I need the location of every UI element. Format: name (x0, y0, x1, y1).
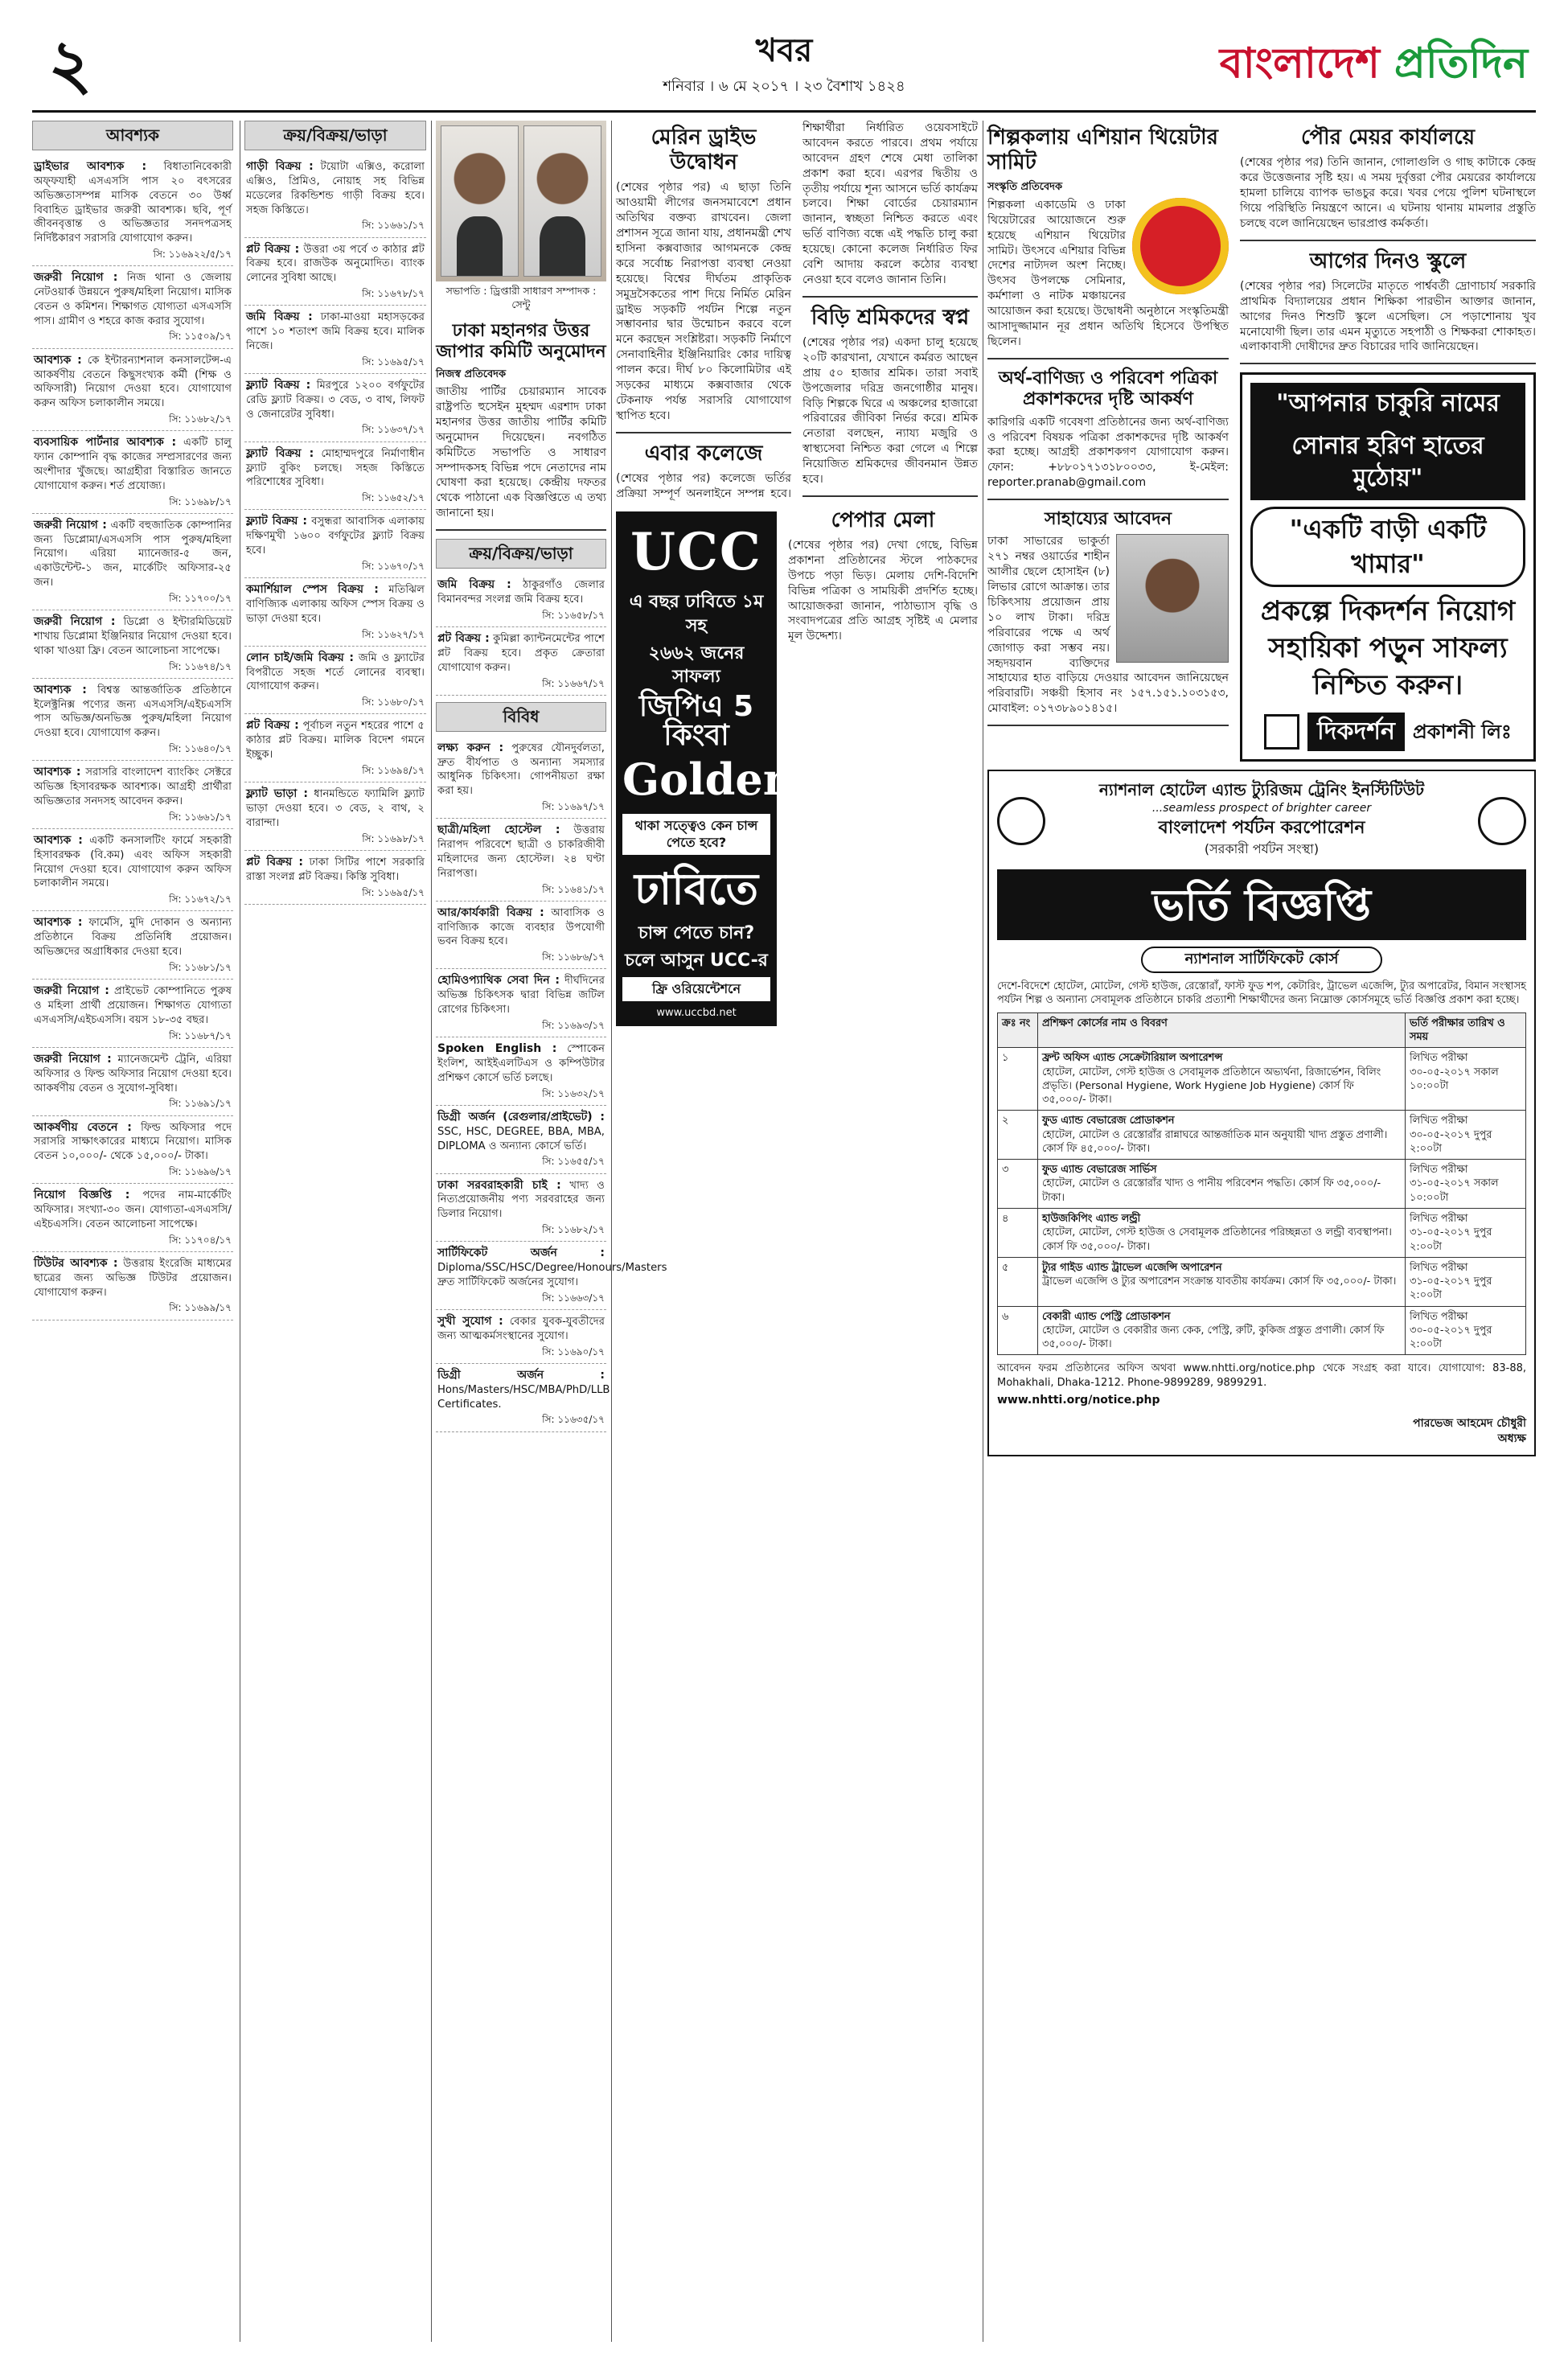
ad-title: আর/কার্যকারী বিক্রয় : (437, 906, 544, 919)
classified-ad (32, 266, 233, 349)
story-japa (436, 121, 606, 531)
ad-title: জরুরী নিয়োগ : (34, 615, 116, 629)
ad-text: বিশ্বস্ত আন্তর্জাতিক প্রতিষ্ঠানে ইলেক্ট্রনিক্স পণ্যের জন্য এসএসসি/এইচএসসি পাস অভিজ্ঞ/অনভিজ্ঞ পুরুষ/মহিলা নিয়োগ দেওয়া হবে। যোগাযোগ করুন। (34, 684, 232, 740)
classified-ad (436, 1174, 606, 1242)
course-cell (1038, 1160, 1406, 1209)
classified-sales-column (244, 121, 426, 2342)
ad-reference: সি: ১১৬৯৭/১৭ (542, 801, 605, 813)
classified-ad (32, 911, 233, 980)
story-body: কারিগরি একটি গবেষণা প্রতিষ্ঠানের জন্য অর্থ-বাণিজ্য ও পরিবেশ বিষয়ক পত্রিকা প্রকাশকদের দৃষ্টি আকর্ষণ করা হচ্ছে। আগ্রহী প্রকাশকগণ যোগাযোগ করুন। ফোন: +৮৮০১৭১৩১৮০০৩৩, ই-মেইল: reporter.pranab@gmail.com (987, 415, 1229, 490)
classified-ad (244, 714, 426, 782)
course-serial: ৩ (998, 1160, 1038, 1209)
ad-text: স্পোকেন ইংলিশ, আইইএলটিএস ও কম্পিউটার প্রশিক্ষণ কোর্সে ভর্তি চলছে। (437, 1043, 605, 1084)
ad-text: একটি কনসালটিং ফার্মে সহকারী হিসাবরক্ষক (বি.কম) এবং অফিস সহকারী নিয়োগ দেওয়া হবে। যোগাযোগ করুন অফিস চলাকালীন সময়ে। (34, 834, 232, 890)
ad-reference: সি: ১১৬৫২/১৭ (362, 492, 425, 504)
ad-title: ফ্ল্যাট ভাড়া : (246, 787, 308, 801)
column-header: প্রশিক্ষণ কোর্সের নাম ও বিবরণ (1038, 1012, 1406, 1048)
nhti-titles (1045, 779, 1478, 862)
story-asian-theatre (987, 125, 1229, 359)
classified-ad (244, 578, 426, 647)
table-row (998, 1257, 1526, 1306)
story-headline: ঢাকা মহানগর উত্তর জাপার কমিটি অনুমোদন (436, 319, 606, 363)
ucc-question: থাকা সত্ত্বেও কেন চান্স পেতে হবে? (622, 814, 770, 855)
ad-reference: সি: ১১৭০০/১৭ (169, 592, 232, 604)
course-name: বেকারী এ্যান্ড পেস্ট্রি প্রোডাকশন (1042, 1310, 1171, 1323)
ad-title: ড্রাইভার আবশ্যক : (34, 160, 147, 173)
classified-list (32, 155, 233, 1320)
ad-title: নিয়োগ বিজ্ঞপ্তি : (34, 1189, 130, 1202)
classified-ad (436, 819, 606, 902)
course-name: ফুড এ্যান্ড বেভারেজ প্রোডাকশন (1042, 1115, 1175, 1127)
ad-reference: সি: ১১৬৪১/১৭ (542, 883, 605, 895)
course-serial: ২ (998, 1111, 1038, 1160)
story-school (1240, 249, 1536, 365)
ad-reference: সি: ১১৬৪০/১৭ (169, 743, 232, 755)
dikdarshan-advertisement (1240, 372, 1536, 762)
ad-reference: সি: ১১৬৩২/১৭ (542, 1087, 605, 1099)
admission-banner: ভর্তি বিজ্ঞপ্তি (997, 869, 1526, 941)
classified-ad (244, 374, 426, 442)
organization-name: বাংলাদেশ পর্যটন করপোরেশন (1158, 818, 1365, 839)
ad-text: ধানমন্ডিতে ফ্যামিলি ফ্ল্যাট ভাড়া দেওয়া হবে। ৩ বেড, ২ বাথ, ২ বারান্দা। (246, 788, 425, 829)
ad-title: কমার্শিয়াল স্পেস বিক্রয় : (246, 583, 379, 597)
classified-ad (244, 510, 426, 578)
notice-website[interactable]: www.nhtti.org/notice.php (997, 1394, 1160, 1407)
course-name: ফ্রন্ট অফিস এ্যান্ড সেক্রেটারিয়াল অপারেশন্স (1042, 1052, 1223, 1065)
ad-reference: সি: ১১৭০৪/১৭ (169, 1234, 232, 1246)
ad-text: ঢাকা সিটির পাশে সরকারি রাস্তা সংলগ্ন প্লট বিক্রয়। কিস্তি সুবিধা। (246, 856, 425, 883)
ad-text: ফিল্ড অফিসার পদে সরাসরি সাক্ষাৎকারের মাধ্যমে নিয়োগ। মাসিক বেতন ১০,০০০/- থেকে ১৫,০০০/- টাকা। (34, 1121, 232, 1163)
story-body: জাতীয় পার্টির চেয়ারম্যান সাবেক রাষ্ট্রপতি হুসেইন মুহম্মদ এরশাদ ঢাকা মহানগর উত্তর জাতীয় পার্টির কমিটি অনুমোদন দিয়েছেন। নবগঠিত কমিটিতে সভাপতি ও সাধারণ সম্পাদকসহ বিভিন্ন পদে নেতাদের নাম ঘোষণা করা হয়েছে। কেন্দ্রীয় দফতর থেকে পাঠানো এক বিজ্ঞপ্তিতে এ তথ্য জানানো হয়। (436, 385, 606, 520)
classified-ad (244, 238, 426, 306)
ad-reference: সি: ১১৬৮০/১৭ (362, 696, 425, 709)
ad-title: সার্টিফিকেট অর্জন : (437, 1247, 605, 1260)
classified-ad (32, 349, 233, 432)
brand-name: দিকদর্শন (1307, 713, 1405, 752)
signatory-title: অধ্যক্ষ (1497, 1432, 1526, 1446)
institute-tagline: ...seamless prospect of brighter career (1151, 802, 1372, 815)
story-finance-notice (987, 368, 1229, 500)
table-row (998, 1111, 1526, 1160)
ad-title: ব্যবসায়িক পার্টনার আবশ্যক : (34, 436, 177, 450)
ad-reference: সি: ১১৬৮১/১৭ (169, 961, 232, 973)
right-right-stack (1240, 121, 1536, 770)
ad-text: কে ইন্টারন্যাশনাল কনসালটেন্স-এ আকর্ষণীয় বেতনে কিছুসংখ্যক কর্মী (শিক্ষ ও অফিসারী) নিয়োগ দেওয়া হবে। যোগাযোগ করুন অফিস চলাকালীন সময়ে। (34, 354, 232, 410)
ad-title: প্লট বিক্রয় : (437, 631, 490, 645)
page-header (32, 24, 1536, 113)
right-top (987, 121, 1536, 770)
classified-jobs-column (32, 121, 233, 2342)
story-body: (শেষের পৃষ্ঠার পর) সিলেটের মাতৃতে পার্শ্ববর্তী দ্রোণাচার্য সরকারি প্রাথমিক বিদ্যালয়ের প্রধান শিক্ষিকা পারভীন আক্তার জানান, আগের দিনও শিশুটি স্কুলে এসেছিল। সে পড়াশোনায় খুব মনোযোগী ছিল। তার এমন মৃত্যুতে সহপাঠী ও শিক্ষকরা শোকাহত। এলাকাবাসী দোষীদের দ্রুত বিচারের দাবি জানিয়েছেন। (1240, 279, 1536, 354)
notice-intro: দেশে-বিদেশে হোটেল, মোটেল, গেস্ট হাউজ, রেস্তোরাঁ, ফাস্ট ফুড শপ, কেটারিং, ট্রাভেল এজেন্সি, ট্যুর অপারেটর, বিমান সংস্থাসহ পর্যটন শিল্প ও অন্যান্য সেবামূলক প্রতিষ্ঠানে চাকরি প্রত্যাশী শিক্ষার্থীদের জন্য নিম্নোক্ত কোর্সসমূহে ভর্তি বিজ্ঞপ্তি প্রকাশ করা হচ্ছে। (997, 980, 1526, 1007)
ad-text: একটি চালু ফ্যান কোম্পানি বৃদ্ধ কাজের সম্প্রসারণের জন্য অংশীদার খুঁজছে। আগ্রহীরা বিস্তারিত জানতে যোগাযোগ করুন। শর্ত প্রযোজ্য। (34, 437, 232, 492)
exam-schedule: লিখিত পরীক্ষা ৩১-০৫-২০১৭ দুপুর ২:০০টা (1406, 1257, 1526, 1306)
promo-line: প্রকল্পে দিকদর্শন নিয়োগ (1260, 595, 1516, 628)
classified-list (244, 155, 426, 905)
story-body: (শেষের পৃষ্ঠার পর) দেখা গেছে, বিভিন্ন প্রকাশনা প্রতিষ্ঠানের স্টলে পাঠকদের উপচে পড়া ভিড়। মেলায় দেশি-বিদেশি বিভিন্ন পত্রিকা ও সাময়িকী প্রদর্শিত হচ্ছে। আয়োজকরা জানান, পাঠাভ্যাস বৃদ্ধি ও সংবাদপত্রের প্রতি আগ্রহ সৃষ্টিই এ মেলার মূল উদ্দেশ্য। (788, 538, 978, 643)
ad-text: SSC, HSC, DEGREE, BBA, MBA, DIPLOMA ও অন্যান্য কোর্সে ভর্তি। (437, 1125, 605, 1152)
ad-title: জমি বিক্রয় : (437, 578, 511, 592)
ad-reference: সি: ১১৬৯৬/১৭ (169, 1166, 232, 1178)
column-divider (611, 121, 612, 2342)
story-body: শিল্পকলা একাডেমি ও ঢাকা থিয়েটারের আয়োজনে শুরু হয়েছে এশিয়ান থিয়েটার সামিট। উৎসবে এশিয়ার বিভিন্ন দেশের নাট্যদল অংশ নিচ্ছে। উৎসব উপলক্ষে সেমিনার, কর্মশালা ও নাটক মঞ্চায়নের আয়োজন করা হয়েছে। উদ্বোধনী অনুষ্ঠানে সংস্কৃতিমন্ত্রী আসাদুজ্জামান নূর প্রধান অতিথি হিসেবে উপস্থিত ছিলেন। (987, 198, 1229, 348)
ad-text: Diploma/SSC/HSC/Degree/Honours/Masters দ্রুত সার্টিফিকেট অর্জনের সুযোগ। (437, 1262, 667, 1288)
middle-left-column (436, 121, 667, 2342)
nhti-header (997, 779, 1526, 862)
ad-title: ডিগ্রী অর্জন : (437, 1368, 605, 1382)
classified-ad (244, 442, 426, 511)
ad-reference: সি: ১১৬৮২/১৭ (542, 1224, 605, 1236)
ad-text: নিজ থানা ও জেলায় নেটওয়ার্ক উন্নয়নে পুরুষ/মহিলা নিয়োগ। মাসিক বেতন ও কমিশন। শিক্ষাগত যোগ্যতা এসএসসি পাস। গ্রামীণ ও শহরে কাজ করার সুযোগ। (34, 272, 232, 327)
signatory-name: পারভেজ আহমেদ চৌধুরী (1413, 1417, 1526, 1431)
ad-reference: সি: ১১৬২৭/১৭ (362, 628, 425, 640)
classified-ad (436, 1242, 667, 1310)
ad-reference: সি: ১১৬৯৩/১৭ (542, 1019, 605, 1031)
news-column (616, 121, 978, 2342)
ad-text: কুমিল্লা ক্যান্টনমেন্টের পাশে প্লট বিক্রয় হবে। প্রকৃত ক্রেতারা যোগাযোগ করুন। (437, 632, 605, 674)
bpc-logo-icon (997, 797, 1045, 845)
classified-ad (32, 1116, 233, 1185)
promo-line: সহায়িকা পড়ুন সাফল্য (1268, 632, 1508, 665)
nhti-admission-notice (987, 770, 1536, 1456)
course-type: ন্যাশনাল সার্টিফিকেট কোর্স (1141, 947, 1382, 972)
ad-title: Spoken English : (437, 1042, 557, 1056)
ad-text: পদের নাম-মার্কেটিং অফিসার। সংখ্যা-৩০ জন। যোগ্যতা-এসএসসি/এইচএসসি। বেতন আলোচনা সাপেক্ষে। (34, 1189, 232, 1230)
ad-title: সুখী সুযোগ : (437, 1314, 503, 1328)
classified-list (436, 573, 606, 696)
classified-ad (244, 647, 426, 715)
ad-text: উত্তরা ৩য় পর্বে ৩ কাঠার প্লট বিক্রয় হবে। রাজউক অনুমোদিত। ব্যাংক লোনের সুবিধা আছে। (246, 243, 425, 285)
classified-ad (436, 1310, 606, 1364)
ad-title: টিউটর আবশ্যক : (34, 1256, 118, 1270)
ad-title: লোন চাই/জমি বিক্রয় : (246, 651, 354, 664)
ad-title: জরুরী নিয়োগ : (34, 984, 109, 998)
story-body: (শেষের পৃষ্ঠার পর) এ ছাড়া তিনি আওয়ামী লীগের জনসমাবেশে প্রধান অতিথির বক্তব্য রাখবেন। জেলা প্রশাসন সূত্রে জানা যায়, প্রধানমন্ত্রী শেখ হাসিনা কক্সবাজার আগমনকে কেন্দ্র করে সর্বোচ্চ নিরাপত্তা ব্যবস্থা নেওয়া হয়েছে। বিশ্বের দীর্ঘতম প্রাকৃতিক সমুদ্রসৈকতের পাশ দিয়ে নির্মিত মেরিন ড্রাইভ সড়কটি পর্যটন শিল্পে নতুন সম্ভাবনার দ্বার উন্মোচন করবে বলে মনে করছেন সংশ্লিষ্টরা। সড়কটি নির্মাণে সেনাবাহিনীর ইঞ্জিনিয়ারিং কোর দায়িত্ব পালন করে। দীর্ঘ ৮০ কিলোমিটার এই সড়কের মাধ্যমে কক্সবাজার থেকে টেকনাফ পর্যন্ত সরাসরি যোগাযোগ স্থাপিত হবে। (616, 181, 791, 422)
story-headline: মেরিন ড্রাইভ উদ্বোধন (651, 125, 757, 175)
ad-title: আবশ্যক : (34, 916, 83, 930)
ad-title: আকর্ষণীয় বেতনে : (34, 1120, 132, 1134)
exam-schedule: লিখিত পরীক্ষা ৩০-০৫-২০১৭ দুপুর ২:০০টা (1406, 1111, 1526, 1160)
classified-ad (244, 155, 426, 238)
story-headline: পৌর মেয়র কার্যালয়ে (1300, 125, 1476, 150)
photo-caption: সভাপতি : ড্রিপ্তারী সাধারণ সম্পাদক : সেন্টু (445, 285, 597, 310)
ad-reference: সি: ১১৬৬১/১৭ (362, 220, 425, 232)
ad-title: লক্ষ্য করুন : (437, 741, 504, 754)
table-row (998, 1208, 1526, 1257)
classified-ad (436, 573, 606, 627)
book-logo-icon (1264, 714, 1299, 750)
ad-reference: সি: ১১৬৯২২/৫/১৭ (153, 248, 232, 260)
portrait-photo (523, 125, 601, 277)
ucc-logo: UCC (630, 521, 762, 582)
ad-reference: সি: ১১৬৯৮/১৭ (169, 495, 232, 507)
ad-title: জরুরী নিয়োগ : (34, 1052, 112, 1066)
classified-ad (436, 1037, 606, 1106)
ad-reference: সি: ১১৬৯১/১৭ (169, 1098, 232, 1110)
ad-reference: সি: ১১৬৭৮/১৭ (362, 288, 425, 300)
story-headline: পেপার মেলা (831, 507, 935, 532)
course-table (997, 1012, 1526, 1356)
ad-text: বিধাতানিবেকারী অফ্ফযাহী এসএসসি পাস ২০ বৎসরের অভিজ্ঞতাসম্পন্ন মাসিক বেতনে ৩০ উর্ধ্ব বিবাহিত ড্রাইভার জরুরী আবশ্যক। ছবি, পূর্ণ জীবনবৃত্তান্ত ও অভিজ্ঞতার সনদপত্রসহ নির্দিষ্টকারণ সরাসরি যোগাযোগ করুন। (34, 161, 232, 245)
right-left-stack (987, 121, 1229, 770)
classified-ad (32, 155, 233, 266)
table-row (998, 1160, 1526, 1209)
child-photo (1116, 534, 1229, 663)
course-name: ফুড এ্যান্ড বেভারেজ সার্ভিস (1042, 1164, 1157, 1177)
exam-schedule: লিখিত পরীক্ষা ৩০-০৫-২০১৭ দুপুর ২:০০টা (1406, 1306, 1526, 1355)
masthead-sub: প্রতিদিন (1394, 39, 1528, 88)
signatory (997, 1416, 1526, 1447)
ucc-line: চলে আসুন UCC-র (625, 950, 768, 971)
right-column (987, 121, 1536, 2342)
ad-reference: সি: ১১৬৯৪/১৭ (362, 764, 425, 776)
ad-text: সরাসরি বাংলাদেশ ব্যাংকিং সেক্টরে অভিজ্ঞ হিসাবরক্ষক আবশ্যক। আগ্রহী প্রার্থীরা অভিজ্ঞতার সনদসহ আবেদন করুন। (34, 766, 232, 807)
ucc-golden: Golden (622, 753, 795, 805)
ad-title: জরুরী নিয়োগ : (34, 271, 118, 285)
ad-text: Hons/Masters/HSC/MBA/PhD/LLB Certificates. (437, 1383, 610, 1411)
ad-text: মিরপুরে ১২০০ বর্গফুটের রেডি ফ্ল্যাট বিক্রয়। ৩ বেড, ৩ বাথ, লিফট ও জেনারেটর সুবিধা। (246, 379, 425, 421)
ucc-line: ঢাবিতে (634, 862, 758, 914)
story-workers (802, 306, 978, 497)
ad-text: টয়োটা এক্সিও, করোলা এক্সিও, প্রিমিও, নোয়াহ সহ বিভিন্ন মডেলের রিকন্ডিশন্ড গাড়ী বিক্রয় হবে। সহজ কিস্তিতে। (246, 161, 425, 216)
ad-text: পূর্বাচল নতুন শহরের পাশে ৫ কাঠার প্লট বিক্রয়। মালিক বিদেশ গমনে ইচ্ছুক। (246, 720, 425, 762)
classified-ad (32, 431, 233, 514)
ad-title: জমি বিক্রয় : (246, 310, 313, 324)
classified-ad (32, 1048, 233, 1116)
classified-ad (436, 627, 606, 696)
ad-text: মোহাম্মদপুরে নির্মাণাধীন ফ্ল্যাট বুকিং চলছে। সহজ কিস্তিতে পরিশোধের সুবিধা। (246, 447, 425, 489)
masthead (1220, 35, 1528, 92)
story-headline: অর্থ-বাণিজ্য ও পরিবেশ পত্রিকা প্রকাশকদের দৃষ্টি আকর্ষণ (998, 367, 1218, 410)
ad-text: উত্তরায় নিরাপদ পরিবেশে ছাত্রী ও চাকরিজীবী মহিলাদের জন্য হোস্টেল। ২৪ ঘণ্টা নিরাপত্তা। (437, 824, 605, 880)
promo-line: সোনার হরিণ হাতের মুঠোয়" (1250, 425, 1525, 500)
promo-line: নিশ্চিত করুন। (1312, 668, 1463, 701)
ad-text: বেকার যুবক-যুবতীদের জন্য আত্মকর্মসংস্থানের সুযোগ। (437, 1315, 605, 1342)
classified-ad (32, 761, 233, 829)
ad-text: দীর্ঘদিনের অভিজ্ঞ চিকিৎসক দ্বারা বিভিন্ন জটিল রোগের চিকিৎসা। (437, 975, 605, 1017)
exam-schedule: লিখিত পরীক্ষা ৩১-০৫-২০১৭ দুপুর ২:০০টা (1406, 1208, 1526, 1257)
ad-title: ফ্ল্যাট বিক্রয় : (246, 515, 307, 528)
ad-reference: সি: ১১৬৫৮/১৭ (542, 609, 605, 621)
ad-title: প্লট বিক্রয় : (246, 242, 300, 256)
classified-ad (32, 829, 233, 912)
nhti-logo-icon (1478, 797, 1526, 845)
classified-ad (436, 902, 606, 970)
ad-title: গাড়ী বিক্রয় : (246, 160, 314, 173)
ad-reference: সি: ১১৬৬৩/১৭ (542, 1292, 605, 1304)
masthead-main: বাংলাদেশ (1219, 39, 1395, 88)
story-help-appeal (987, 508, 1229, 726)
ad-text: মতিঝিল বাণিজ্যিক এলাকায় অফিস স্পেস বিক্রয় ও ভাড়া দেওয়া হবে। (246, 584, 425, 625)
ad-title: আবশ্যক : (34, 833, 83, 847)
sanskriti-logo-icon (1132, 198, 1229, 294)
ad-text: আবাসিক ও বাণিজ্যিক কাজে ব্যবহার উপযোগী ভবন বিক্রয় হবে। (437, 906, 605, 948)
course-cell (1038, 1111, 1406, 1160)
classified-ad (436, 1106, 606, 1174)
story-body: ঢাকা সাভারের ভাকুর্তা ২৭১ নম্বর ওয়ার্ডের শাহীন আলীর ছেলে হোসাইন (৮) লিভার রোগে আক্রান্ত। তার চিকিৎসায় প্রয়োজন প্রায় ১০ লাখ টাকা। দরিদ্র পরিবারের পক্ষে এ অর্থ জোগাড় করা সম্ভব নয়। সহৃদয়বান ব্যক্তিদের সাহায্যের হাত বাড়িয়ে দেওয়ার আবেদন জানিয়েছেন পরিবারটি। সঞ্চয়ী হিসাব নং ১৫৭.১৫১.১০৩১৫৩, মোবাইল: ০১৭৩৮৯০১৪১৫। (987, 535, 1229, 716)
classified-ad (244, 306, 426, 374)
ad-reference: সি: ১১৫০৯/১৭ (169, 331, 232, 343)
classified-ad (32, 514, 233, 610)
promo-slogan: "একটি বাড়ী একটি খামার" (1250, 507, 1525, 587)
issue-date: শনিবার । ৬ মে ২০১৭ । ২৩ বৈশাখ ১৪২৪ (663, 78, 905, 95)
ucc-website: www.uccbd.net (656, 1006, 737, 1019)
course-serial: ৬ (998, 1306, 1038, 1355)
classified-ad (436, 737, 606, 819)
classified-list (436, 737, 667, 1432)
ad-title: আবশ্যক : (34, 766, 81, 779)
classified-heading: ক্রয়/বিক্রয়/ভাড়া (244, 121, 426, 150)
course-serial: ৫ (998, 1257, 1038, 1306)
course-name: হাউজকিপিং এ্যান্ড লন্ড্রী (1042, 1212, 1141, 1225)
course-description: হোটেল, মোটেল ও রেস্তোরাঁর রান্নাঘরে আন্তর্জাতিক মান অনুযায়ী খাদ্য প্রস্তুত প্রণালী। কোর্স ফি ৪৫,০০০/- টাকা। (1042, 1128, 1388, 1155)
ucc-gpa: জিপিএ 5 কিংবা (638, 689, 754, 752)
course-cell (1038, 1257, 1406, 1306)
portrait-photo (441, 125, 519, 277)
classified-ad (32, 610, 233, 679)
page-number: ২ (48, 24, 92, 104)
ad-reference: সি: ১১৬৬৭/১৭ (542, 677, 605, 689)
ucc-orientation: ফ্রি ওরিয়েন্টেশনে (622, 977, 770, 1001)
ad-reference: সি: ১১৬৫৫/১৭ (542, 1156, 605, 1168)
ad-text: খাদ্য ও নিত্যপ্রয়োজনীয় পণ্য সরবরাহের জন্য ডিলার নিয়োগ। (437, 1179, 605, 1221)
ad-text: ঢাকা-মাওয়া মহাসড়কের পাশে ১০ শতাংশ জমি বিক্রয় হবে। মালিক নিজে। (246, 311, 425, 352)
table-row (998, 1306, 1526, 1355)
table-row (998, 1048, 1526, 1111)
ad-title: ফ্ল্যাট বিক্রয় : (246, 446, 314, 460)
story-body: (শেষের পৃষ্ঠার পর) একদা চালু হয়েছে ২০টি কারখানা, যেখানে কর্মরত আছেন প্রায় ৫০ হাজার শ্রমিক। তারা সবাই উপজেলার দরিদ্র জনগোষ্ঠীর মানুষ। বিড়ি শিল্পকে ঘিরে এ অঞ্চলের হাজারো পরিবারের জীবিকা নির্ভর করে। শ্রমিক নেতারা বলছেন, ন্যায্য মজুরি ও স্বাস্থ্যসেবা নিশ্চিত করা গেলে এ শিল্পে নিয়োজিত শ্রমিকদের জীবনমান উন্নত হবে। (802, 335, 978, 486)
ad-title: ডিগ্রী অর্জন (রেগুলার/প্রাইভেট) : (437, 1110, 605, 1123)
ad-reference: সি: ১১৬৮২/১৭ (169, 413, 232, 425)
classified-ad (244, 851, 426, 905)
ad-reference: সি: ১১৬৮৬/১৭ (542, 951, 605, 963)
ad-reference: সি: ১১৬৯৮/১৭ (362, 832, 425, 844)
misc-heading: বিবিধ (436, 702, 606, 732)
column-header: ক্রঃ নং (998, 1012, 1038, 1048)
ucc-advertisement (616, 511, 795, 1027)
ad-reference: সি: ১১৬৩৫/১৭ (542, 1414, 605, 1426)
promo-line: "আপনার চাকুরি নামের (1250, 383, 1525, 425)
ad-title: ছাত্রী/মহিলা হোস্টেল : (437, 824, 560, 837)
story-headline: বিড়ি শ্রমিকদের স্বপ্ন (811, 305, 970, 330)
table-header-row (998, 1012, 1526, 1048)
ad-reference: সি: ১১৬৭০/১৭ (362, 560, 425, 572)
course-cell (1038, 1306, 1406, 1355)
ad-reference: সি: ১১৬৬১/১৭ (169, 811, 232, 823)
ad-title: প্লট বিক্রয় : (246, 855, 303, 869)
ad-reference: সি: ১১৬৯০/১৭ (542, 1345, 605, 1357)
course-description: হোটেল, মোটেল ও বেকারীর জন্য কেক, পেস্ট্রি, রুটি, কুকিজ প্রস্তুত প্রণালী। কোর্স ফি ৩৫,০০০/- টাকা। (1042, 1324, 1385, 1351)
ad-text: ডিপ্লো ও ইন্টারমিডিয়েট শাখায় ডিপ্লোমা ইঞ্জিনিয়ার নিয়োগ দেওয়া হবে। থাকা খাওয়া ফ্রি। বেতন আলোচনা সাপেক্ষে। (34, 616, 232, 657)
ad-title: হোমিওপ্যাথিক সেবা দিন : (437, 974, 560, 988)
ad-reference: সি: ১১৬৯৫/১৭ (362, 355, 425, 368)
ad-title: ফ্ল্যাট বিক্রয় : (246, 378, 311, 392)
story-headline: শিল্পকলায় এশিয়ান থিয়েটার সামিট (987, 125, 1218, 175)
institute-name: ন্যাশনাল হোটেল এ্যান্ড ট্যুরিজম ট্রেনিং ইনস্টিটিউট (1098, 780, 1425, 800)
ad-reference: সি: ১১৬৭২/১৭ (169, 893, 232, 906)
column-header: ভর্তি পরীক্ষার তারিখ ও সময় (1406, 1012, 1526, 1048)
publisher-brand (1250, 713, 1525, 752)
ad-reference: সি: ১১৬৯৯/১৭ (169, 1302, 232, 1314)
ad-text: জমি ও ফ্ল্যাটের বিপরীতে সহজ শর্তে লোনের ব্যবস্থা। যোগাযোগ করুন। (246, 651, 425, 693)
ad-text: উত্তরায় ইংরেজি মাধ্যমের ছাত্রের জন্য অভিজ্ঞ টিউটর প্রয়োজন। যোগাযোগ করুন। (34, 1257, 232, 1299)
story-paper-fair (788, 503, 978, 1035)
classified-ad (32, 1184, 233, 1252)
brand-suffix: প্রকাশনী লিঃ (1412, 720, 1512, 743)
ad-reference: সি: ১১৬৯৫/১৭ (362, 886, 425, 898)
ad-reference: সি: ১১৬৭৪/১৭ (169, 660, 232, 672)
classified-ad (32, 1252, 233, 1320)
ad-text: বসুন্ধরা আবাসিক এলাকায় দক্ষিণমুখী ১৬০০ বর্গফুটের ফ্ল্যাট বিক্রয় হবে। (246, 515, 425, 557)
ucc-line: চান্স পেতে চান? (638, 922, 755, 943)
classified-ad (436, 969, 606, 1037)
ad-title: আবশ্যক : (34, 353, 82, 367)
story-headline: সাহায্যের আবেদন (1045, 508, 1172, 530)
ad-title: আবশ্যক : (34, 683, 87, 696)
ad-text: প্রাইভেট কোম্পানিতে পুরুষ ও মহিলা প্রার্থী প্রয়োজন। শিক্ষাগত যোগ্যতা এসএসসি/এইচএসসি। বয়স ১৮-৩৫ বছর। (34, 985, 232, 1026)
story-headline: আগের দিনও স্কুলে (1309, 248, 1467, 273)
course-description: হোটেল, মোটেল, গেস্ট হাউজ ও সেবামূলক প্রতিষ্ঠানে অভ্যর্থনা, রিজার্ভেশন, বিলিং প্রভৃতি। (Personal Hygiene, Work Hygiene Job Hygiene) কোর্স ফি ৩৫,০০০/- টাকা। (1042, 1066, 1381, 1107)
notice-notes: আবেদন ফরম প্রতিষ্ঠানের অফিস অথবা www.nhtti.org/notice.php থেকে সংগ্রহ করা যাবে। যোগাযোগ: 83-88, Mohakhali, Dhaka-1212. Phone-9899289, 9899291. (997, 1362, 1526, 1389)
course-description: ট্রাভেল এজেন্সি ও ট্যুর অপারেশন সংক্রান্ত যাবতীয় কার্যক্রম। কোর্স ফি ৩৫,০০০/- টাকা। (1042, 1275, 1397, 1288)
course-cell (1038, 1208, 1406, 1257)
story-body: (শেষের পৃষ্ঠার পর) কলেজে ভর্তির প্রক্রিয়া সম্পূর্ণ অনলাইনে সম্পন্ন হবে। শিক্ষার্থীরা নির্ধারিত ওয়েবসাইটে আবেদন করতে পারবে। প্রথম পর্যায়ে আবেদন গ্রহণ শেষে মেধা তালিকা প্রকাশ করা হবে। এরপর দ্বিতীয় ও তৃতীয় পর্যায়ে শূন্য আসনে ভর্তি কার্যক্রম চলবে। শিক্ষা বোর্ডের চেয়ারম্যান জানান, স্বচ্ছতা নিশ্চিত করতে এবং ভর্তি বাণিজ্য বন্ধে এই পদ্ধতি চালু করা হয়েছে। কোনো কলেজ নির্ধারিত ফির বেশি আদায় করলে কঠোর ব্যবস্থা নেওয়া হবে বলেও জানান তিনি। (616, 121, 978, 500)
ad-title: জরুরী নিয়োগ : (34, 518, 107, 532)
ad-reference: সি: ১১৬৮৭/১৭ (169, 1029, 232, 1041)
classified-ad (32, 679, 233, 762)
ad-title: ঢাকা সরবরাহকারী চাই : (437, 1178, 561, 1192)
exam-schedule: লিখিত পরীক্ষা ৩১-০৫-২০১৭ সকাল ১০:০০টা (1406, 1160, 1526, 1209)
ucc-line: এ বছর ঢাবিতে ১ম সহ (629, 592, 764, 636)
classified-ad (32, 980, 233, 1048)
ad-text: ফার্মেসি, মুদি দোকান ও অন্যান্য প্রতিষ্ঠানে বিক্রয় প্রতিনিধি প্রয়োজন। অভিজ্ঞদের অগ্রাধিকার দেওয়া হবে। (34, 917, 232, 959)
ad-text: একটি বহুজাতিক কোম্পানির জন্য ডিপ্লোমা/এসএসসি পাস পুরুষ/মহিলা নিয়োগ। এরিয়া ম্যানেজার-৫ জন, একাউন্টেন্ট-১ জন, মার্কেটিং অফিসার-২৫ জন। (34, 519, 232, 589)
course-serial: ১ (998, 1048, 1038, 1111)
ad-title: প্লট বিক্রয় : (246, 719, 299, 733)
story-byline: সংস্কৃতি প্রতিবেদক (987, 181, 1063, 194)
story-mayor-office (1240, 125, 1536, 241)
exam-schedule: লিখিত পরীক্ষা ৩০-০৫-২০১৭ সকাল ১০:০০টা (1406, 1048, 1526, 1111)
classified-ad (244, 782, 426, 851)
course-serial: ৪ (998, 1208, 1038, 1257)
story-byline: নিজস্ব প্রতিবেদক (436, 368, 507, 380)
course-description: হোটেল, মোটেল, গেস্ট হাউজ ও সেবামূলক প্রতিষ্ঠানের পরিচ্ছন্নতা ও লন্ড্রী ব্যবস্থাপনা। কোর্স ফি ৩৫,০০০/- টাকা। (1042, 1226, 1392, 1253)
course-cell (1038, 1048, 1406, 1111)
course-name: ট্যুর গাইড এ্যান্ড ট্রাভেল এজেন্সি অপারেশন (1042, 1261, 1222, 1274)
ad-reference: সি: ১১৬৩৭/১৭ (362, 424, 425, 436)
classified-ad (436, 1364, 610, 1432)
story-headline: এবার কলেজে (644, 441, 763, 466)
story-marine-drive (616, 125, 791, 433)
course-description: হোটেল, মোটেল ও রেস্তোরাঁর খাদ্য ও পানীয় পরিবেশন পদ্ধতি। কোর্স ফি ৩৫,০০০/- টাকা। (1042, 1177, 1381, 1204)
news-columns (616, 121, 978, 503)
section-title: খবর (755, 31, 813, 69)
ad-text: ম্যানেজমেন্ট ট্রেনি, এরিয়া অফিসার ও ফিল্ড অফিসার নিয়োগ দেওয়া হবে। আকর্ষণীয় বেতন ও সুযোগ-সুবিধা। (34, 1053, 232, 1095)
classified-heading: ক্রয়/বিক্রয়/ভাড়া (436, 539, 606, 569)
leaders-photo (436, 121, 606, 281)
story-body: (শেষের পৃষ্ঠার পর) তিনি জানান, গোলাগুলি ও গাছ কাটাকে কেন্দ্র করে উত্তেজনার সৃষ্টি হয়। এ সময় দুর্বৃত্তরা পৌর মেয়রের কার্যালয়ে হামলা চালিয়ে ব্যাপক ভাঙচুর করে। খবর পেয়ে পুলিশ ঘটনাস্থলে গিয়ে পরিস্থিতি নিয়ন্ত্রণে আনে। এ ঘটনায় থানায় মামলার প্রস্তুতি চলছে বলে জানিয়েছেন ভারপ্রাপ্ত কর্মকর্তা। (1240, 156, 1536, 230)
organization-subtitle: (সরকারী পর্যটন সংস্থা) (1204, 840, 1320, 856)
ad-text: পুরুষের যৌনদুর্বলতা, দ্রুত বীর্যপাত ও অন্যান্য সমস্যার আধুনিক চিকিৎসা। গোপনীয়তা রক্ষা করা হয়। (437, 741, 605, 798)
lower-news (616, 503, 978, 1035)
classified-heading: আবশ্যক (32, 121, 233, 150)
column-divider (431, 121, 432, 2342)
ucc-line: ২৬৬২ জনের সাফল্য (648, 643, 745, 688)
ad-text: ঠাকুরগাঁও জেলার বিমানবন্দর সংলগ্ন জমি বিক্রয় হবে। (437, 579, 605, 606)
